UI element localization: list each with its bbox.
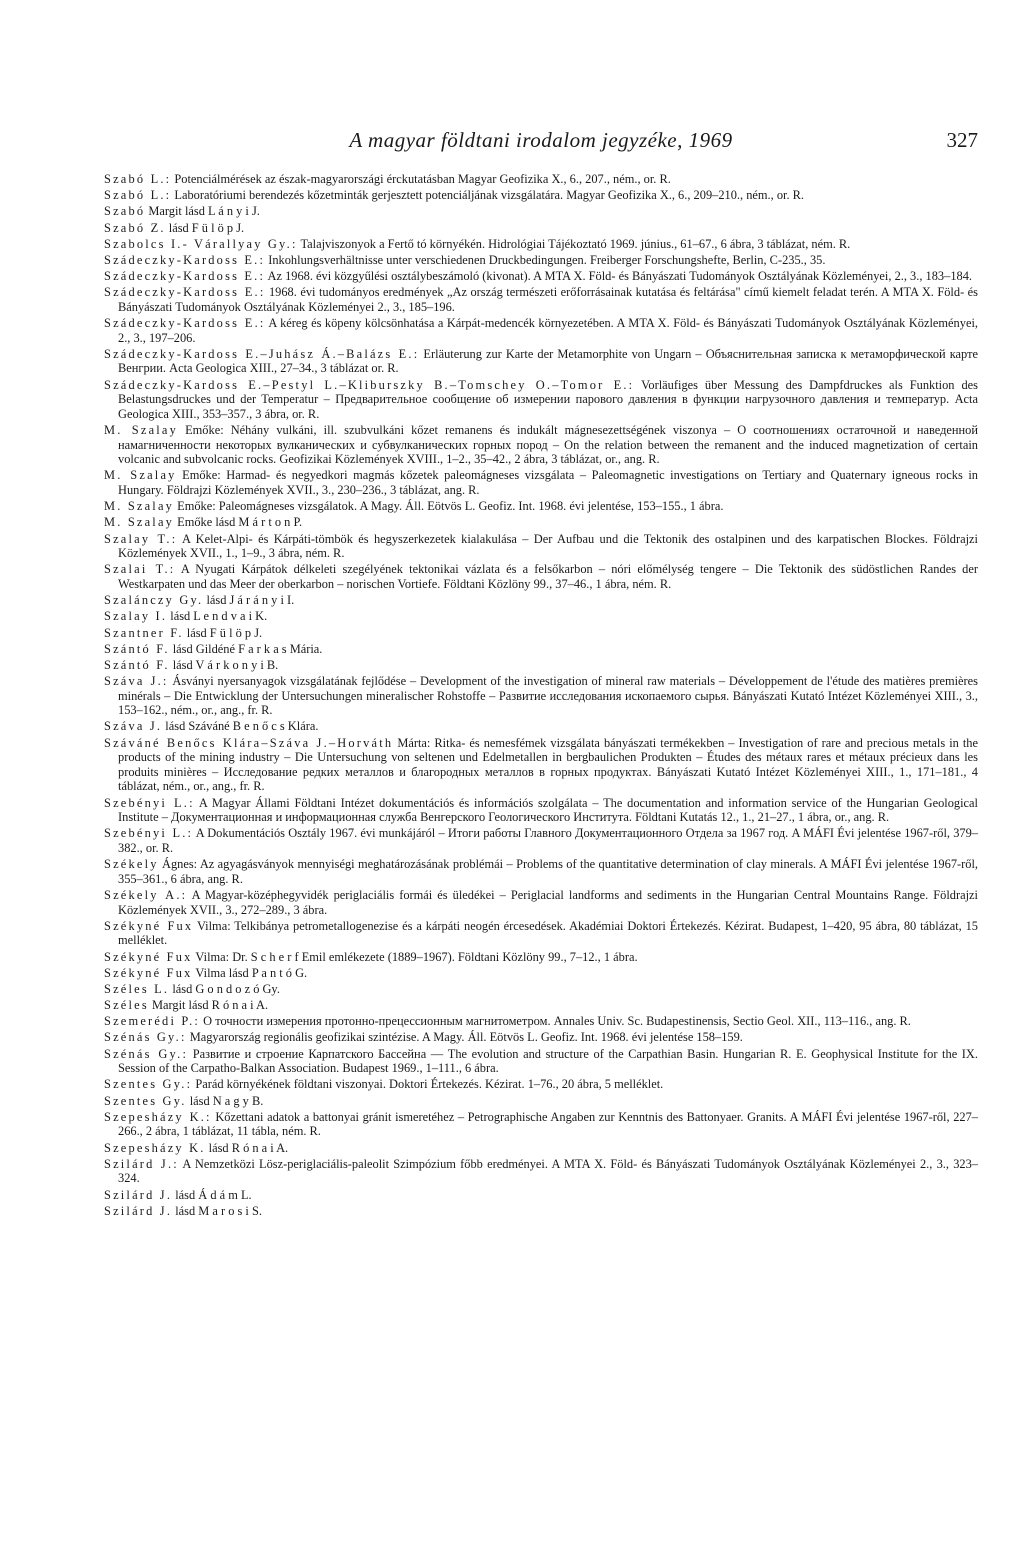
entry-text: Vorläufiges über Messung des Dampfdruckes als Funktion des Belastungsdruckes und der Temperatur – Предварительное сообщение об измерении парового давления в функции нагрузочного давления и температур. Acta Geologica XIII., 353–357., 3 ábra, or. R.	[118, 377, 978, 421]
entry-author: Székyné Fux	[104, 918, 194, 933]
entry-text: Vilma: Dr. S c h e r f Emil emlékezete (1889–1967). Földtani Közlöny 99., 7–12., 1 ábra.	[192, 949, 638, 964]
entry-author: Szalay I.	[104, 609, 168, 624]
bibliography-entry	[104, 719, 978, 734]
bibliography-entry	[104, 1204, 978, 1219]
entry-author: Száváné Benőcs Klára–Száva J.–Horváth	[104, 735, 394, 750]
entry-author: Szalai T.:	[104, 562, 176, 577]
bibliography-entry	[104, 1077, 978, 1092]
entry-author: Székyné Fux	[104, 965, 193, 980]
entry-author: Szalánczy Gy.	[104, 593, 204, 608]
entry-author: M. Szalay	[104, 515, 175, 530]
bibliography-entry	[104, 499, 978, 514]
entry-text: Magyarország regionális geofizikai szintézise. A Magy. Áll. Eötvös L. Geofiz. Int. 1968. évi jelentése 158–159.	[186, 1030, 743, 1045]
bibliography-entry	[104, 658, 978, 673]
bibliography-entry	[104, 950, 978, 965]
bibliography-entry	[104, 204, 978, 219]
entry-author: Szádeczky-Kardoss E.–Pestyl L.–Kliburszky B.–Tomschey O.–Tomor E.:	[104, 377, 635, 392]
entry-text: lásd L e n d v a i K.	[167, 609, 268, 624]
entry-text: Ásványi nyersanyagok vizsgálatának fejlődése – Development of the investigation of mineral raw materials – Développement de l'étude des matières premières minérals – Die Entwicklung der Untersuchungen mineralischer Rohstoffe – Развитие исследования ископаемого сырья. Bányászati Kutató Intézet Közleményei XIII., 3., 153–162., ném., or., ang., fr. R.	[118, 674, 978, 718]
entry-text: A Magyar Állami Földtani Intézet dokumentációs és információs szolgálata – The documentation and information service of the Hungarian Geological Institute – Документационная и информационная служба Венгерского Геологического Института. Földtani Kutatás 12., 1., 21–27., 1 ábra, or., ang. R.	[118, 795, 978, 825]
bibliography-entry	[104, 982, 978, 997]
entry-author: Széles	[104, 998, 149, 1013]
entry-author: Székely	[104, 857, 159, 872]
entry-text: lásd F ü l ö p J.	[183, 625, 263, 640]
entry-author: Szabó Z.	[104, 220, 166, 235]
bibliography-list	[104, 172, 978, 1218]
bibliography-entry	[104, 796, 978, 825]
entry-text: A Nyugati Kárpátok délkeleti szegélyének tektonikai vázlata és a felsőkarbon – nóri előmélység tengere – Die Tektonik des südöstlichen Randes der Westkarpaten und das Meer der oberkarbon – norischen Vortiefe. Földtani Közlöny 99., 37–46., 1 ábra, ném. R.	[118, 562, 978, 591]
entry-author: Szénás Gy.:	[104, 1046, 189, 1061]
entry-text: Parád környékének földtani viszonyai. Doktori Értekezés. Kézirat. 1–76., 20 ábra, 5 melléklet.	[192, 1077, 664, 1092]
bibliography-entry	[104, 1014, 978, 1029]
entry-author: Szádeczky-Kardoss E.:	[104, 285, 266, 300]
entry-text: A Magyar-középhegyvidék periglaciális formái és üledékei – Periglacial landforms and sediments in the Hungarian Central Mountains Range. Földrajzi Közlemények XVII., 3., 272–289., 3 ábra.	[118, 887, 979, 917]
bibliography-entry	[104, 888, 978, 917]
bibliography-entry	[104, 347, 978, 376]
entry-text: Vilma: Telkibánya petrometallogenezise és a kárpáti neogén ércesedések. Akadémiai Doktori Értekezés. Kézirat. Budapest, 1–420, 95 ábra, 80 táblázat, 15 melléklet.	[118, 918, 978, 948]
entry-author: Szántó F.	[104, 641, 170, 656]
bibliography-entry	[104, 642, 978, 657]
entry-text: lásd J á r á n y i I.	[203, 593, 295, 608]
entry-text: 1968. évi tudományos eredmények „Az ország természeti erőforrásainak kutatása és feltárása" című kiemelt feladat terén. A MTA X. Föld- és Bányászati Tudományok Osztályának Közleményei 2., 3., 185–196.	[118, 285, 978, 314]
entry-text: A Kelet-Alpi- és Kárpáti-tömbök és hegyszerkezetek kialakulása – Der Aufbau und die Tektonik des ostalpinen und des karpatischen Blockes. Földrajzi Közlemények XVII., 1., 1–9., 3 ábra, ném. R.	[118, 531, 979, 561]
bibliography-entry	[104, 172, 978, 187]
entry-text: Erläuterung zur Karte der Metamorphite von Ungarn – Объяснительная записка к метаморфической карте Венгрии. Acta Geologica XIII., 27–34., 3 táblázat or. R.	[118, 346, 978, 376]
bibliography-entry	[104, 919, 978, 948]
bibliography-entry	[104, 1141, 978, 1156]
document-page	[104, 124, 978, 1220]
entry-text: Развитие и строение Карпатского Бассейна — The evolution and structure of the Carpathian Basin. Hungarian R. E. Geophysical Institute for the IX. Session of the Carpatho-Balkan Association. Budapest 1969., 1–111., 6 ábra.	[118, 1046, 978, 1076]
entry-author: M. Szalay	[104, 499, 175, 514]
entry-author: Száva J.	[104, 719, 163, 734]
bibliography-entry	[104, 188, 978, 203]
entry-author: Szádeczky-Kardoss E.–Juhász Á.–Balázs E.:	[104, 346, 420, 361]
bibliography-entry	[104, 736, 978, 794]
entry-text: Márta: Ritka- és nemesfémek vizsgálata bányászati termékekben – Investigation of rare and precious metals in the products of the mining industry – Die Untersuchung von seltenen und Edelmetallen in bergbaulichen Produkten – Études des métaux rares et métaux précieux dans les produits minières – Исследование редких металлов и благородных металлов в горных продуктах. Bányászati Kutató Intézet Közleményei XIII., 1., 171–181., 4 táblázat, ném., or., ang., fr. R.	[118, 735, 978, 794]
bibliography-entry	[104, 269, 978, 284]
bibliography-entry	[104, 1030, 978, 1045]
bibliography-entry	[104, 423, 978, 467]
entry-text: Vilma lásd P a n t ó G.	[192, 965, 308, 980]
entry-author: Szepesházy K.	[104, 1140, 206, 1155]
bibliography-entry	[104, 826, 978, 855]
bibliography-entry	[104, 237, 978, 252]
entry-author: Szénás Gy.:	[104, 1030, 187, 1045]
entry-text: Talajviszonyok a Fertő tó környékén. Hidrológiai Tájékoztató 1969. június., 61–67., 6 ábra, 3 táblázat, ném. R.	[297, 236, 851, 251]
entry-author: Szentes Gy.:	[104, 1077, 193, 1092]
bibliography-entry	[104, 1157, 978, 1186]
entry-text: lásd Gildéné F a r k a s Mária.	[169, 641, 323, 656]
entry-text: Margit lásd R ó n a i A.	[148, 998, 269, 1013]
bibliography-entry	[104, 593, 978, 608]
entry-text: О точности измерения протонно-прецессионным магнитометром. Annales Univ. Sc. Budapestinensis, Sectio Geol. XII., 113–116., ang. R.	[200, 1014, 911, 1029]
entry-text: lásd N a g y B.	[186, 1093, 264, 1108]
entry-text: lásd Száváné B e n ő c s Klára.	[162, 719, 319, 734]
entry-text: Emőke: Harmad- és negyedkori magmás kőzetek paleomágneses vizsgálata – Paleomagnetic investigations on Tertiary and Quaternary igneous rocks in Hungary. Földrajzi Közlemények XVII., 3., 230–236., 3 táblázat, ang. R.	[118, 468, 979, 497]
bibliography-entry	[104, 1047, 978, 1076]
entry-author: Szádeczky-Kardoss E.:	[104, 269, 266, 284]
bibliography-entry	[104, 316, 978, 345]
entry-author: Szádeczky-Kardoss E.:	[104, 316, 266, 331]
entry-author: Szilárd J.	[104, 1203, 173, 1218]
bibliography-entry	[104, 1188, 978, 1203]
entry-author: Szilárd J.	[104, 1187, 173, 1202]
bibliography-entry	[104, 562, 978, 591]
entry-text: Inkohlungsverhältnisse unter verschiedenen Druckbedingungen. Freiberger Forschungshefte, Berlin, C-235., 35.	[265, 252, 826, 267]
bibliography-entry	[104, 253, 978, 268]
entry-author: Szebényi L.:	[104, 795, 195, 810]
entry-author: Szebényi L.:	[104, 826, 194, 841]
entry-author: Szabó L.:	[104, 172, 172, 186]
entry-text: lásd F ü l ö p J.	[165, 220, 245, 235]
entry-text: lásd G o n d o z ó Gy.	[169, 981, 280, 996]
bibliography-entry	[104, 468, 978, 497]
entry-text: Ágnes: Az agyagásványok mennyiségi meghatározásának problémái – Problems of the quantitative determination of clay minerals. A MÁFI Évi jelentése 1967-ről, 355–361., 6 ábra, ang. R.	[118, 857, 978, 886]
page-number: 327	[946, 128, 978, 152]
bibliography-entry	[104, 626, 978, 641]
entry-author: Szemerédi P.:	[104, 1014, 201, 1029]
entry-text: lásd M a r o s i S.	[172, 1203, 262, 1218]
bibliography-entry	[104, 674, 978, 718]
bibliography-entry	[104, 1094, 978, 1109]
entry-text: Emőke: Paleomágneses vizsgálatok. A Magy. Áll. Eötvös L. Geofiz. Int. 1968. évi jelentése, 153–155., 1 ábra.	[174, 499, 724, 514]
entry-text: Laboratóriumi berendezés kőzetminták gerjesztett potenciáljának vizsgálatára. Magyar Geofizika X., 6., 209–210., ném., or. R.	[171, 188, 805, 203]
bibliography-entry	[104, 285, 978, 314]
entry-text: Potenciálmérések az észak-magyarországi érckutatásban Magyar Geofizika X., 6., 207., ném., or. R.	[171, 172, 671, 186]
entry-text: Az 1968. évi közgyűlési osztálybeszámoló (kivonat). A MTA X. Föld- és Bányászati Tudományok Osztályának Közleményei, 2., 3., 183–184.	[265, 269, 973, 284]
bibliography-entry	[104, 857, 978, 886]
entry-text: A Nemzetközi Lösz-periglaciális-paleolit Szimpózium főbb eredményei. A MTA X. Föld- és Bányászati Tudományok Osztályának Közleményei 2., 3., 323–324.	[118, 1156, 978, 1186]
entry-text: Emőke: Néhány vulkáni, ill. szubvulkáni kőzet remanens és indukált mágnesezettségének viszonya – О соотношениях остаточной и наведенной намагниченности некоторых вулканических и субвулканических горных пород – On the relation between the remanent and the induced magnetization of certain volcanic and subvolcanic rocks. Geofizikai Közlemények XVIII., 1–2., 35–42., 2 ábra, 3 táblázat, or., ang. R.	[118, 423, 978, 467]
entry-author: Széles L.	[104, 981, 170, 996]
entry-text: A Dokumentációs Osztály 1967. évi munkájáról – Итоги работы Главного Документационного Отдела за 1967 год. A MÁFI Évi jelentése 1967-ről, 379–382., or. R.	[118, 826, 978, 855]
entry-author: M. Szalay	[104, 423, 179, 438]
entry-text: Margit lásd L á n y i J.	[145, 204, 260, 219]
entry-author: Szabolcs I.- Várallyay Gy.:	[104, 236, 298, 251]
entry-author: Szádeczky-Kardoss E.:	[104, 252, 266, 267]
entry-author: Szepesházy K.:	[104, 1109, 212, 1124]
bibliography-entry	[104, 1110, 978, 1139]
entry-author: M. Szalay	[104, 468, 177, 483]
entry-author: Szabó L.:	[104, 188, 172, 203]
entry-text: lásd V á r k o n y i B.	[169, 657, 279, 672]
bibliography-entry	[104, 378, 978, 422]
entry-author: Szentes Gy.	[104, 1093, 187, 1108]
entry-author: Száva J.:	[104, 674, 169, 689]
bibliography-entry	[104, 998, 978, 1013]
entry-text: lásd Á d á m L.	[172, 1187, 252, 1202]
entry-author: Szabó	[104, 204, 146, 219]
bibliography-entry	[104, 609, 978, 624]
entry-text: lásd R ó n a i A.	[205, 1140, 289, 1155]
running-title: A magyar földtani irodalom jegyzéke, 1969	[349, 128, 733, 152]
entry-text: A kéreg és köpeny kölcsönhatása a Kárpát-medencék környezetében. A MTA X. Föld- és Bányászati Tudományok Osztályának Közleményei, 2., 3., 197–206.	[118, 316, 978, 345]
entry-author: Székely A.:	[104, 887, 188, 902]
entry-author: Szántó F.	[104, 657, 170, 672]
bibliography-entry	[104, 515, 978, 530]
bibliography-entry	[104, 221, 978, 236]
entry-author: Szalay T.:	[104, 531, 178, 546]
entry-author: Székyné Fux	[104, 949, 193, 964]
entry-text: Kőzettani adatok a battonyai gránit ismeretéhez – Petrographische Angaben zur Kenntnis des Battonyaer. Granits. A MÁFI Évi jelentése 1967-ről, 227–266., 2 ábra, 1 táblázat, 11 tábla, ném. R.	[118, 1109, 978, 1139]
entry-author: Szilárd J.:	[104, 1156, 179, 1171]
entry-text: Emőke lásd M á r t o n P.	[174, 515, 303, 530]
bibliography-entry	[104, 532, 978, 561]
running-head	[104, 124, 978, 160]
bibliography-entry	[104, 966, 978, 981]
entry-author: Szantner F.	[104, 625, 184, 640]
